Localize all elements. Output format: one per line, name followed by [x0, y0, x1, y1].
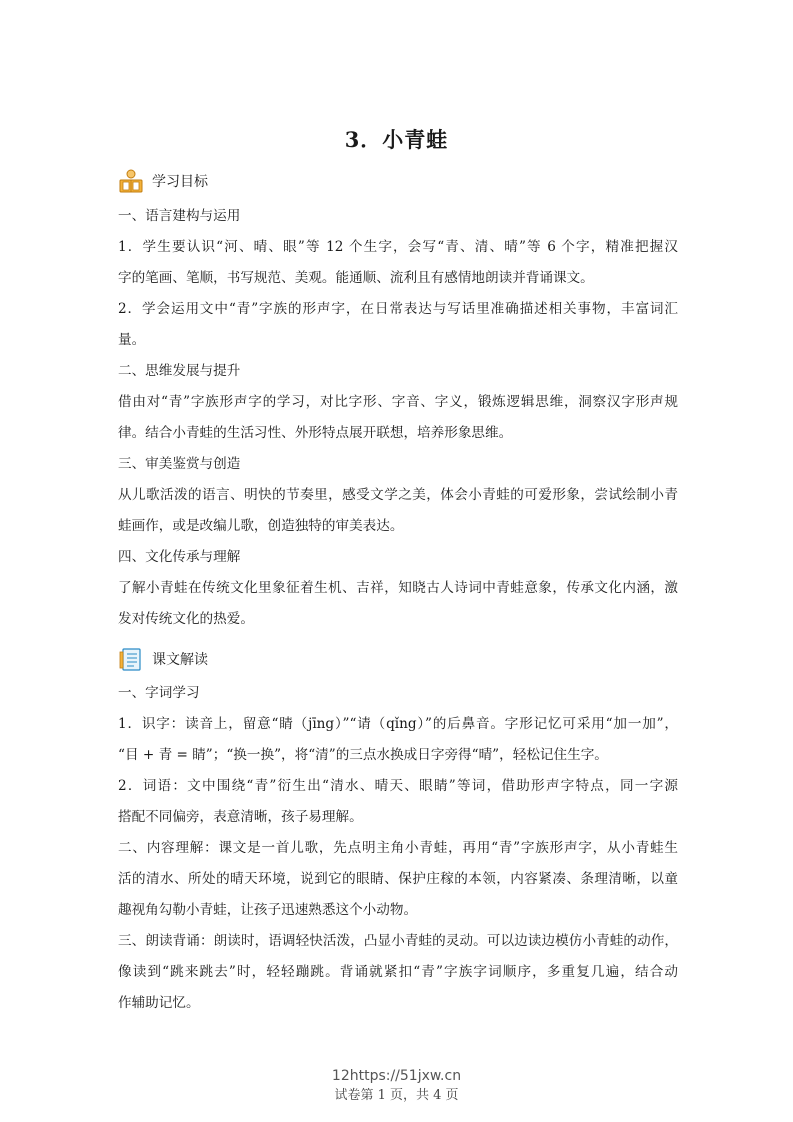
text-line: “目 + 青 = 睛”；“换一换”，将“清”的三点水换成日字旁得“晴”，轻松记住生字。 [118, 747, 608, 763]
text-line: 蛙画作，或是改编儿歌，创造独特的审美表达。 [118, 518, 404, 534]
page-footer [0, 1068, 793, 1103]
text-line: 律。结合小青蛙的生活习性、外形特点展开联想，培养形象思维。 [118, 425, 513, 441]
text-line: 1．识字：读音上，留意“睛（jīng）”“请（qǐng）”的后鼻音。字形记忆可采用“加一加”， [118, 716, 678, 732]
page-number-label: 试卷第 1 页，共 4 页 [334, 1088, 459, 1103]
text-line: 搭配不同偏旁，表意清晰，孩子易理解。 [118, 809, 363, 825]
section-heading-label: 学习目标 [152, 174, 208, 190]
watermark-text: 12https://51jxw.cn [331, 1068, 462, 1084]
text-line: 一、语言建构与运用 [118, 208, 241, 224]
text-line: 2．学会运用文中“青”字族的形声字，在日常表达与写话里准确描述相关事物，丰富词汇 [118, 301, 678, 317]
reading-person-icon [118, 168, 144, 194]
notebook-pen-icon [118, 646, 144, 672]
section-heading-label: 课文解读 [152, 652, 208, 668]
text-line: 了解小青蛙在传统文化里象征着生机、吉祥，知晓古人诗词中青蛙意象，传承文化内涵，激 [118, 580, 678, 596]
section-body-text-analysis [118, 678, 678, 1019]
text-line: 借由对“青”字族形声字的学习，对比字形、字音、字义，锻炼逻辑思维，洞察汉字形声规 [118, 394, 678, 410]
section-body-learning-goals [118, 201, 678, 635]
text-line: 量。 [118, 332, 146, 348]
text-line: 趣视角勾勒小青蛙，让孩子迅速熟悉这个小动物。 [118, 902, 418, 918]
text-line: 字的笔画、笔顺，书写规范、美观。能通顺、流利且有感情地朗读并背诵课文。 [118, 270, 594, 286]
text-line: 三、审美鉴赏与创造 [118, 456, 241, 472]
text-line: 二、内容理解：课文是一首儿歌，先点明主角小青蛙，再用“青”字族形声字，从小青蛙生 [118, 840, 678, 856]
text-line: 活的清水、所处的晴天环境，说到它的眼睛、保护庄稼的本领，内容紧凑、条理清晰，以童 [118, 871, 678, 887]
text-line: 作辅助记忆。 [118, 995, 200, 1011]
text-line: 1．学生要认识“河、晴、眼”等 12 个生字，会写“青、清、晴”等 6 个字，精准把握汉 [118, 239, 678, 255]
text-line: 从儿歌活泼的语言、明快的节奏里，感受文学之美，体会小青蛙的可爱形象，尝试绘制小青 [118, 487, 678, 503]
text-line: 四、文化传承与理解 [118, 549, 241, 565]
section-heading-learning-goals [118, 167, 208, 195]
text-line: 像读到“跳来跳去”时，轻轻蹦跳。背诵就紧扣“青”字族字词顺序，多重复几遍，结合动 [118, 964, 678, 980]
text-line: 发对传统文化的热爱。 [118, 611, 254, 627]
text-line: 一、字词学习 [118, 685, 200, 701]
text-line: 二、思维发展与提升 [118, 363, 241, 379]
text-line: 三、朗读背诵：朗读时，语调轻快活泼，凸显小青蛙的灵动。可以边读边模仿小青蛙的动作， [118, 933, 678, 949]
section-heading-text-analysis [118, 645, 208, 673]
text-line: 2．词语：文中围绕“青”衍生出“清水、晴天、眼睛”等词，借助形声字特点，同一字源 [118, 778, 678, 794]
page-title: 3．小青蛙 [344, 127, 449, 152]
